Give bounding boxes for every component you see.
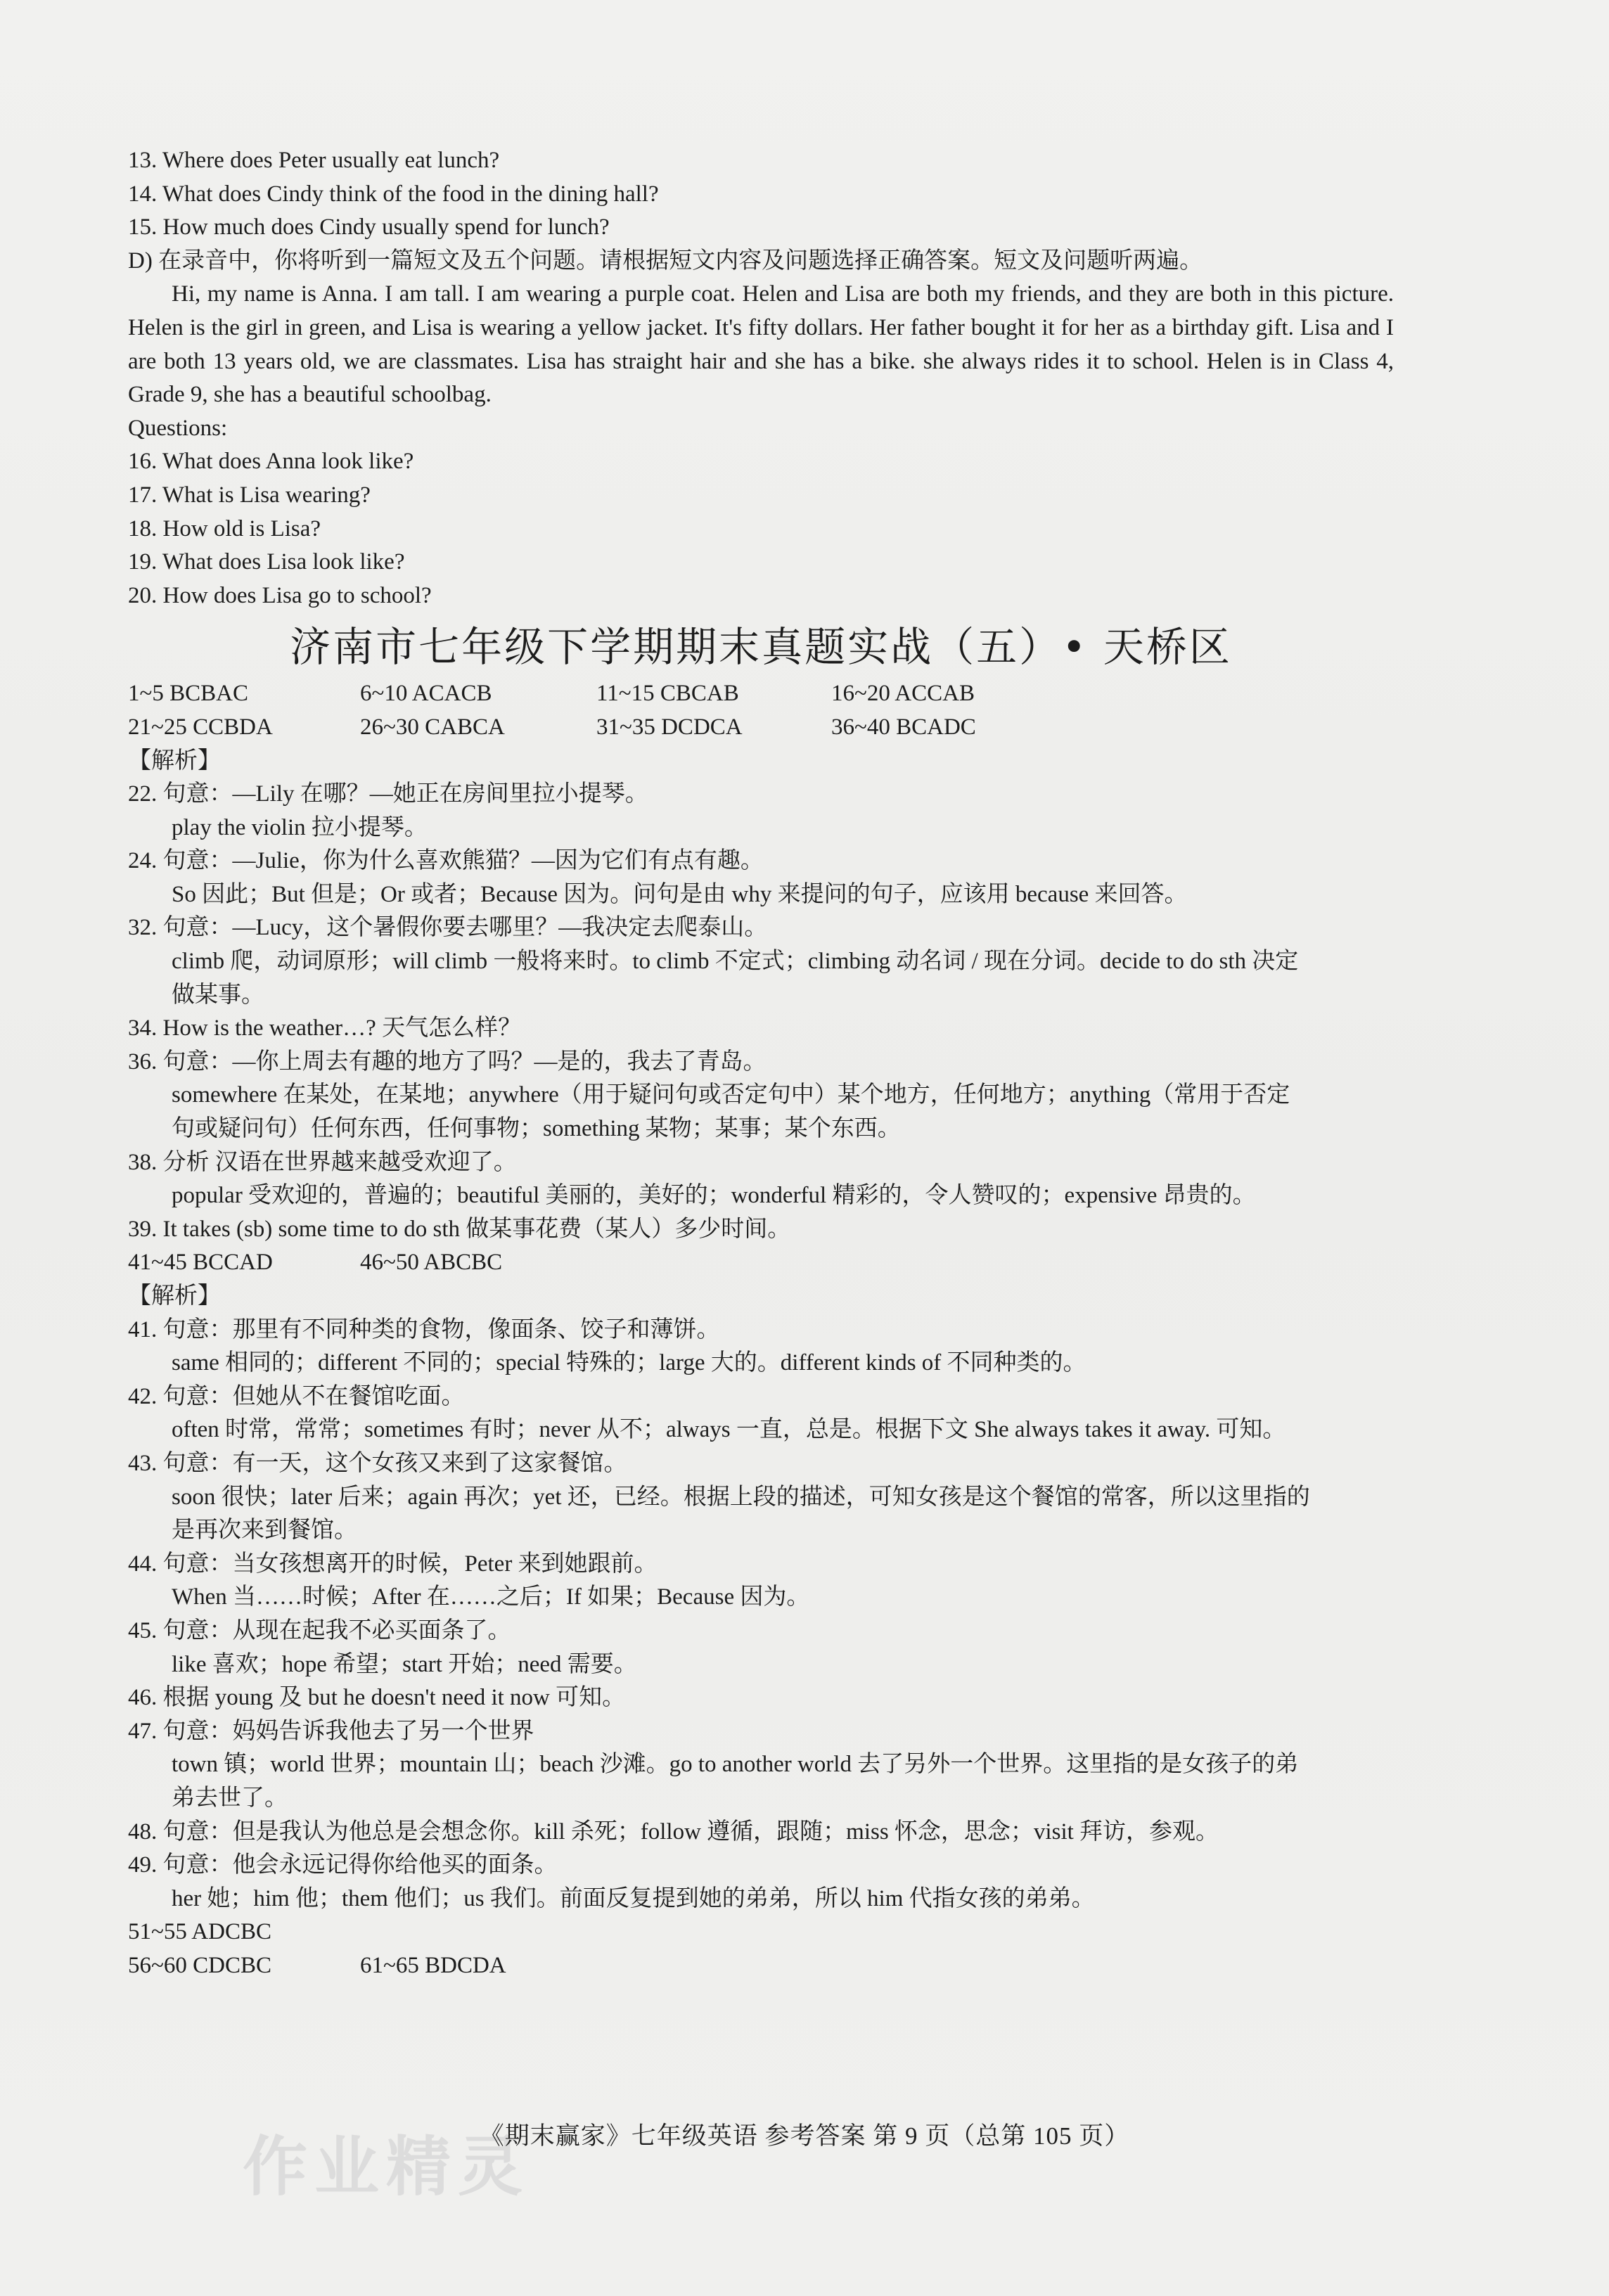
analysis-line: 42. 句意：但她从不在餐馆吃面。 — [128, 1383, 465, 1409]
analysis-line: 句或疑问句）任何东西，任何事物；something 某物；某事；某个东西。 — [172, 1116, 901, 1142]
listening-questions-16-20 — [128, 445, 1394, 613]
analysis-heading: 【解析】 — [128, 1283, 221, 1309]
analysis-heading: 【解析】 — [128, 748, 221, 774]
question-line: 20. How does Lisa go to school? — [128, 582, 432, 608]
answer-row — [128, 711, 1394, 745]
exam-title: 济南市七年级下学期期末真题实战（五）• 天桥区 — [290, 623, 1232, 672]
answer-row — [128, 1949, 1394, 1983]
answer-group: 46~50 ABCBC — [360, 1250, 503, 1276]
analysis-line: When 当……时候；After 在……之后；If 如果；Because 因为。 — [172, 1584, 810, 1610]
analysis-line: 做某事。 — [172, 982, 264, 1008]
analysis-line: town 镇；world 世界；mountain 山；beach 沙滩。go to another world 去了另外一个世界。这里指的是女孩子的弟 — [172, 1752, 1299, 1778]
analysis-line: popular 受欢迎的，普遍的；beautiful 美丽的，美好的；wonderful 精彩的，令人赞叹的；expensive 昂贵的。 — [172, 1183, 1256, 1209]
analysis-line: 49. 句意：他会永远记得你给他买的面条。 — [128, 1852, 558, 1878]
question-line: 14. What does Cindy think of the food in the dining hall? — [128, 181, 659, 207]
question-line: 16. What does Anna look like? — [128, 449, 414, 475]
page-footer: 《期末赢家》七年级英语 参考答案 第 9 页（总第 105 页） — [479, 2122, 1130, 2150]
analysis-line: soon 很快；later 后来；again 再次；yet 还，已经。根据上段的描述，可知女孩是这个餐馆的常客，所以这里指的 — [172, 1484, 1310, 1510]
analysis-line: 39. It takes (sb) some time to do sth 做某事花费（某人）多少时间。 — [128, 1216, 791, 1242]
analysis-line: 34. How is the weather…? 天气怎么样？ — [128, 1015, 522, 1041]
answer-group: 61~65 BDCDA — [360, 1952, 506, 1978]
analysis-line: 38. 分析 汉语在世界越来越受欢迎了。 — [128, 1149, 517, 1175]
analysis-block-1 — [128, 778, 1394, 1246]
analysis-line: 46. 根据 young 及 but he doesn't need it now 可知。 — [128, 1685, 626, 1711]
analysis-line: same 相同的；different 不同的；special 特殊的；large 大的。different kinds of 不同种类的。 — [172, 1350, 1086, 1376]
question-line: 15. How much does Cindy usually spend for lunch? — [128, 214, 610, 240]
answer-row — [128, 1246, 1394, 1280]
analysis-line: somewhere 在某处，在某地；anywhere（用于疑问句或否定句中）某个地方，任何地方；anything（常用于否定 — [172, 1082, 1290, 1108]
question-line: 18. How old is Lisa? — [128, 515, 321, 541]
answer-group: 56~60 CDCBC — [128, 1952, 271, 1978]
answer-group: 41~45 BCCAD — [128, 1250, 273, 1276]
analysis-line: her 她；him 他；them 他们；us 我们。前面反复提到她的弟弟，所以 him 代指女孩的弟弟。 — [172, 1885, 1095, 1911]
answer-group: 6~10 ACACB — [360, 681, 492, 707]
analysis-line: play the violin 拉小提琴。 — [172, 814, 428, 840]
page-content — [128, 144, 1394, 1982]
answer-group: 1~5 BCBAC — [128, 681, 248, 707]
analysis-line: 47. 句意：妈妈告诉我他去了另一个世界 — [128, 1718, 534, 1744]
analysis-line: 43. 句意：有一天，这个女孩又来到了这家餐馆。 — [128, 1450, 627, 1476]
answer-group: 16~20 ACCAB — [831, 681, 975, 707]
question-line: 13. Where does Peter usually eat lunch? — [128, 148, 500, 173]
analysis-line: 弟去世了。 — [172, 1785, 288, 1811]
analysis-line: So 因此；But 但是；Or 或者；Because 因为。问句是由 why 来提问的句子，应该用 because 来回答。 — [172, 881, 1188, 907]
answer-group: 26~30 CABCA — [360, 714, 505, 740]
analysis-line: 36. 句意：—你上周去有趣的地方了吗？—是的，我去了青岛。 — [128, 1048, 767, 1075]
watermark-logo: 作业精灵 — [243, 2129, 530, 2205]
answer-group: 21~25 CCBDA — [128, 714, 273, 740]
answer-row: 51~55 ADCBC — [128, 1919, 271, 1945]
answer-group: 36~40 BCADC — [831, 714, 976, 740]
analysis-line: 48. 句意：但是我认为他总是会想念你。kill 杀死；follow 遵循，跟随；miss 怀念，思念；visit 拜访，参观。 — [128, 1819, 1219, 1845]
analysis-line: 是再次来到餐馆。 — [172, 1518, 357, 1544]
analysis-line: often 时常，常常；sometimes 有时；never 从不；always 一直，总是。根据下文 She always takes it away. 可知。 — [172, 1417, 1286, 1443]
analysis-line: 41. 句意：那里有不同种类的食物，像面条、饺子和薄饼。 — [128, 1316, 720, 1342]
analysis-line: 45. 句意：从现在起我不必买面条了。 — [128, 1617, 511, 1643]
questions-label: Questions: — [128, 415, 228, 441]
analysis-line: like 喜欢；hope 希望；start 开始；need 需要。 — [172, 1651, 637, 1677]
question-line: 19. What does Lisa look like? — [128, 549, 405, 575]
answer-group: 11~15 CBCAB — [596, 681, 739, 707]
analysis-line: 24. 句意：—Julie，你为什么喜欢熊猫？—因为它们有点有趣。 — [128, 848, 764, 874]
answer-group: 31~35 DCDCA — [596, 714, 743, 740]
answer-row — [128, 677, 1394, 711]
question-line: 17. What is Lisa wearing? — [128, 482, 371, 508]
listening-passage: Hi, my name is Anna. I am tall. I am wearing a purple coat. Helen and Lisa are both my friends, and they are both in this picture. Helen is the girl in green, and Lisa is wearing a yellow jacket. It's fifty dollars. Her father bought it for her as a birthday gift. Lisa and I are both 13 years old, we are classmates. Lisa has straight hair and she has a bike. she always rides it to school. Helen is in Class 4, Grade 9, she has a beautiful schoolbag. — [128, 281, 1394, 408]
listening-questions-13-15 — [128, 144, 1394, 245]
analysis-line: climb 爬，动词原形；will climb 一般将来时。to climb 不定式；climbing 动名词 / 现在分词。decide to do sth 决定 — [172, 949, 1299, 975]
section-d-instruction: D) 在录音中，你将听到一篇短文及五个问题。请根据短文内容及问题选择正确答案。短文及问题听两遍。 — [128, 248, 1203, 274]
analysis-block-2 — [128, 1314, 1394, 1916]
analysis-line: 44. 句意：当女孩想离开的时候，Peter 来到她跟前。 — [128, 1551, 658, 1577]
analysis-line: 22. 句意：—Lily 在哪？—她正在房间里拉小提琴。 — [128, 781, 648, 807]
analysis-line: 32. 句意：—Lucy，这个暑假你要去哪里？—我决定去爬泰山。 — [128, 915, 768, 941]
